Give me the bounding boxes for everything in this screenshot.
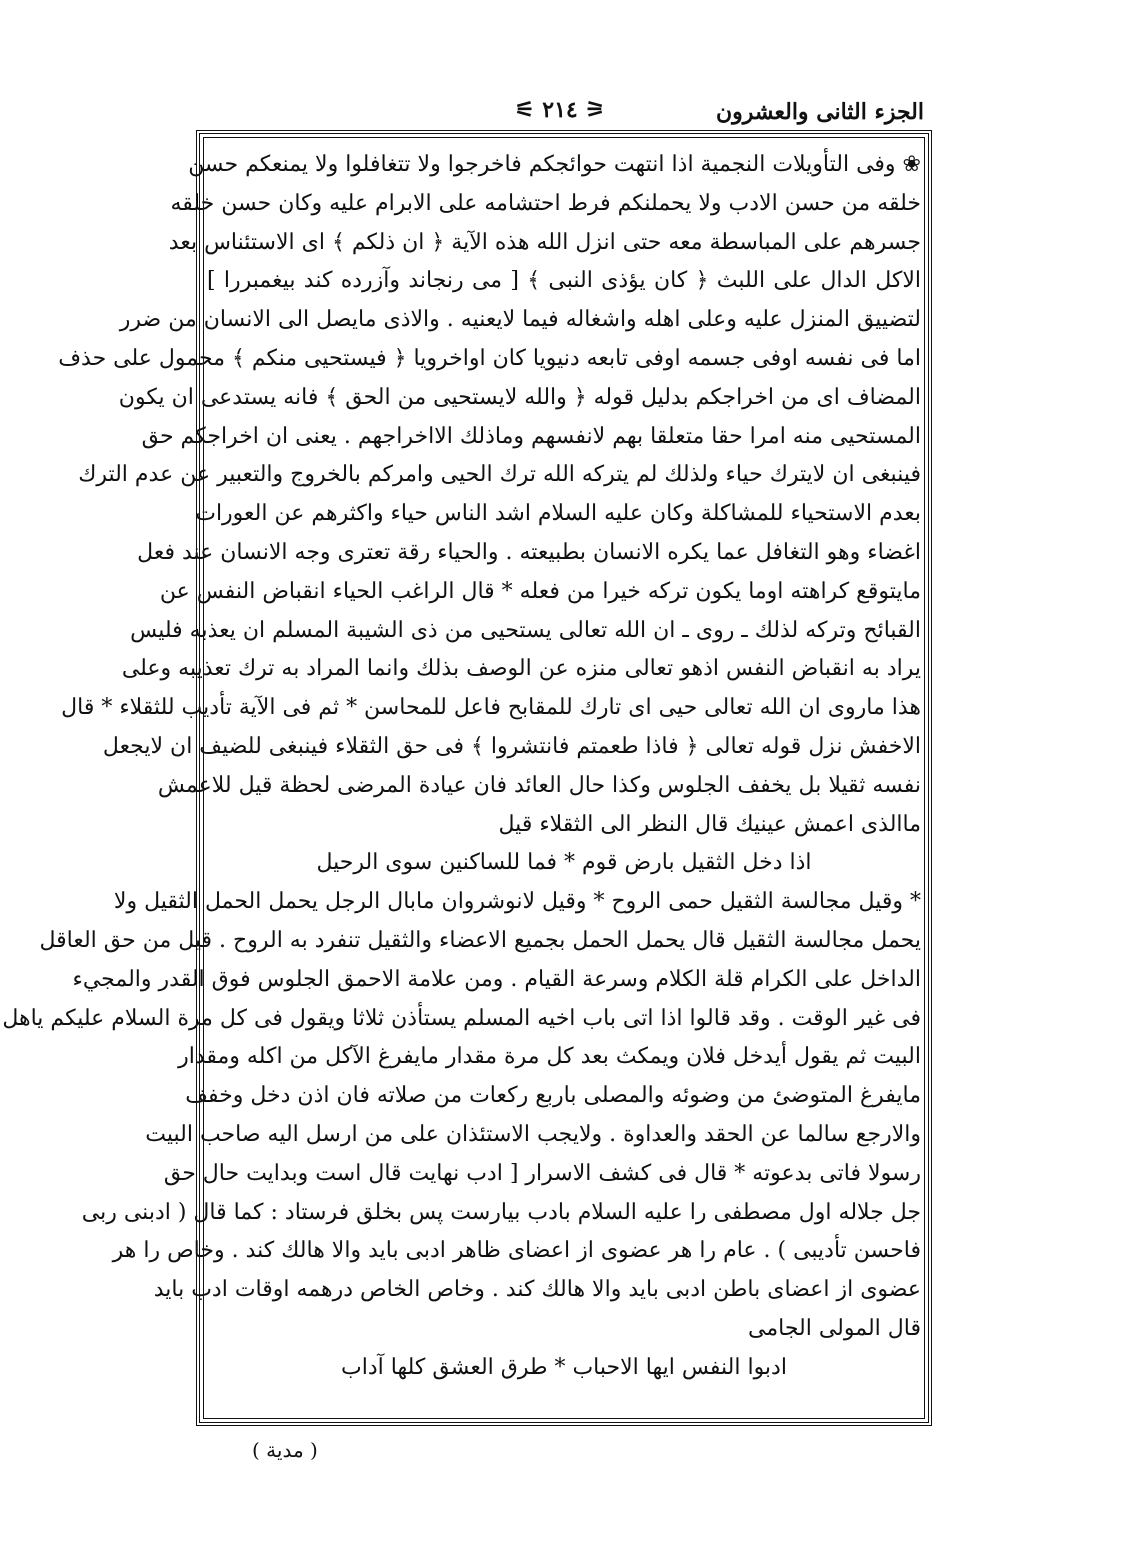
text-line: المضاف اى من اخراجكم بدليل قوله ﴿ والله لايستحيى من الحق ﴾ فانه يستدعى ان يكون <box>118 384 921 410</box>
text-line: فاحسن تأديبى ) . عام را هر عضوى از اعضاى ظاهر ادبى بايد والا هالك كند . وخاص را هر <box>112 1238 921 1264</box>
main-text <box>2 146 921 1388</box>
text-line: قال المولى الجامى <box>748 1315 921 1341</box>
text-line: بعدم الاستحياء للمشاكلة وكان عليه السلام اشد الناس حياء واكثرهم عن العورات <box>195 501 921 527</box>
text-line: المستحيى منه امرا حقا متعلقا بهم لانفسهم وماذلك الااخراجهم . يعنى ان اخراجكم حق <box>141 423 921 449</box>
text-line: عضوى از اعضاى باطن ادبى بايد والا هالك كند . وخاص الخاص درهمه اوقات ادب بايد <box>153 1277 921 1303</box>
text-line: الاكل الدال على اللبث ﴿ كان يؤذى النبى ﴾ [ مى رنجاند وآزرده كند بيغمبررا ] <box>207 268 921 294</box>
text-line: جل جلاله اول مصطفى را عليه السلام بادب بيارست پس بخلق فرستاد : كما قال ( ادبنى ربى <box>81 1199 921 1225</box>
text-line: والارجع سالما عن الحقد والعداوة . ولايجب الاستئذان على من ارسل اليه صاحب البيت <box>145 1121 921 1147</box>
text-line: مايتوقع كراهته اوما يكون تركه خيرا من فعله * قال الراغب الحياء انقباض النفس عن <box>159 578 921 604</box>
text-line: نفسه ثقيلا بل يخفف الجلوس وكذا حال العائد فان عيادة المرضى لحظة قيل للاعمش <box>157 772 921 798</box>
page-header <box>0 95 1122 135</box>
text-line: ❀ وفى التأويلات النجمية اذا انتهت حوائجكم فاخرجوا ولا تتغافلوا ولا يمنعكم حسن <box>188 152 921 177</box>
text-line: لتضييق المنزل عليه وعلى اهله واشغاله فيما لايعنيه . والاذى مايصل الى الانسان من ضرر <box>119 307 921 333</box>
text-line: البيت ثم يقول أيدخل فلان ويمكث بعد كل مرة مقدار مايفرغ الآكل من اكله ومقدار <box>178 1044 921 1070</box>
text-line: فى غير الوقت . وقد قالوا اذا اتى باب اخيه المسلم يستأذن ثلاثا ويقول فى كل مرة السلام عليكم ياهل <box>2 1005 921 1031</box>
text-line: الاخفش نزل قوله تعالى ﴿ فاذا طعمتم فانتشروا ﴾ فى حق الثقلاء فينبغى للضيف ان لايجعل <box>102 733 921 759</box>
text-line: فينبغى ان لايترك حياء ولذلك لم يتركه الله ترك الحيى وامركم بالخروج والتعبير عن عدم الترك <box>78 462 921 488</box>
text-line: ماالذى اعمش عينيك قال النظر الى الثقلاء قيل <box>498 811 921 837</box>
catchword: ( مدية ) <box>252 1438 318 1462</box>
text-line: يراد به انقباض النفس اذهو تعالى منزه عن الوصف بذلك وانما المراد به ترك تعذيبه وعلى <box>121 656 921 682</box>
text-line: الداخل على الكرام قلة الكلام وسرعة القيام . ومن علامة الاحمق الجلوس فوق القدر والمجيء <box>72 966 921 992</box>
text-line: مايفرغ المتوضئ من وضوئه والمصلى باربع ركعات من صلاته فان اذن دخل وخفف <box>185 1083 921 1109</box>
text-line: جسرهم على المباسطة معه حتى انزل الله هذه الآية ﴿ ان ذلكم ﴾ اى الاستئناس بعد <box>168 229 921 255</box>
running-head: الجزء الثانى والعشرون <box>715 99 924 125</box>
text-line: اغضاء وهو التغافل عما يكره الانسان بطبيعته . والحياء رقة تعترى وجه الانسان عند فعل <box>137 539 921 565</box>
verse-line: ادبوا النفس ايها الاحباب * طرق العشق كلها آداب <box>341 1354 787 1380</box>
verse-line: اذا دخل الثقيل بارض قوم * فما للساكنين سوى الرحيل <box>316 850 812 876</box>
text-line: يحمل مجالسة الثقيل قال يحمل الحمل بجميع الاعضاء والثقيل تنفرد به الروح . قيل من حق العاقل <box>39 927 921 953</box>
text-line: هذا ماروى ان الله تعالى حيى اى تارك للمقابح فاعل للمحاسن * ثم فى الآية تأديب للثقلاء * قال <box>61 695 921 721</box>
text-line: رسولا فاتى بدعوته * قال فى كشف الاسرار [ ادب نهايت قال است وبدايت حال حق <box>163 1160 921 1186</box>
page-number: ⚞ ٢١٤ ⚟ <box>514 97 606 123</box>
text-line: خلقه من حسن الادب ولا يحملنكم فرط احتشامه على الابرام عليه وكان حسن خلقه <box>170 190 921 216</box>
text-line: القبائح وتركه لذلك ـ روى ـ ان الله تعالى يستحيى من ذى الشيبة المسلم ان يعذبه فليس <box>130 617 921 643</box>
text-line: اما فى نفسه اوفى جسمه اوفى تابعه دنيويا كان اواخرويا ﴿ فيستحيى منكم ﴾ محمول على حذف <box>58 345 921 371</box>
text-line: * وقيل مجالسة الثقيل حمى الروح * وقيل لانوشروان مابال الرجل يحمل الحمل الثقيل ولا <box>113 889 921 915</box>
